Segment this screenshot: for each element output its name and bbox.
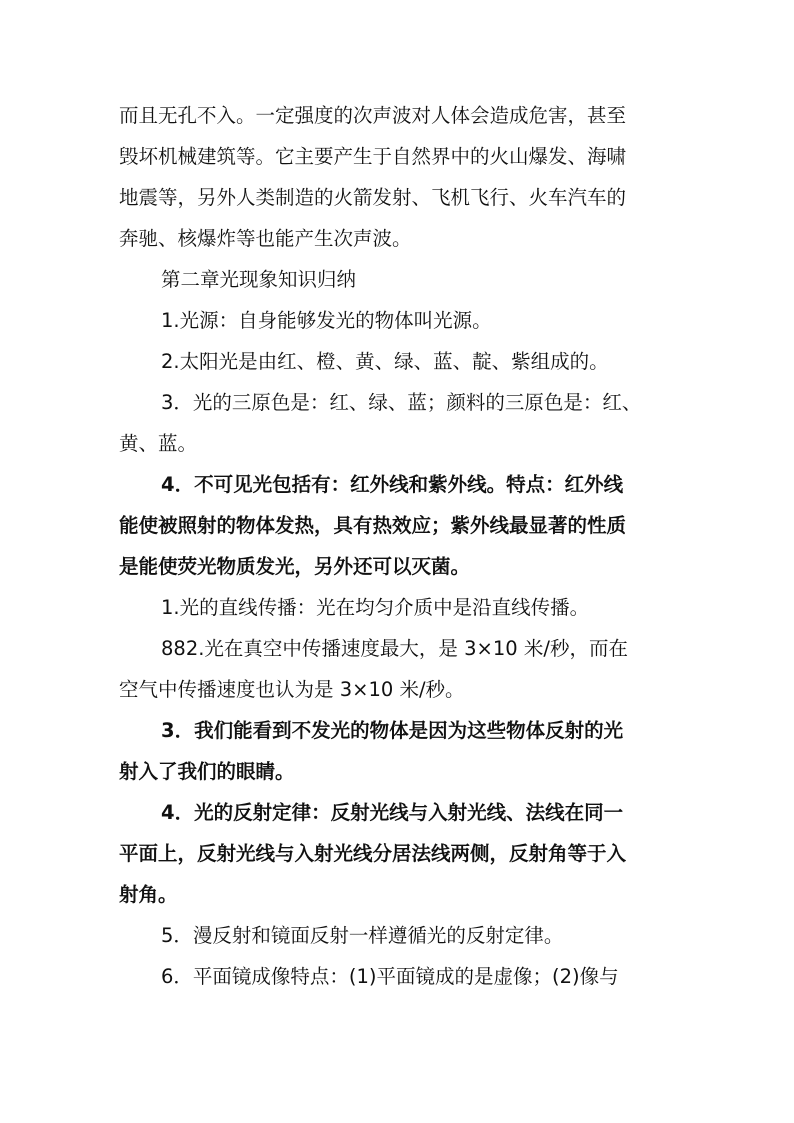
- paragraph-line: 地震等，另外人类制造的火箭发射、飞机飞行、火车汽车的: [119, 186, 627, 209]
- paragraph-line: 射角。: [119, 883, 178, 906]
- paragraph-line: 3．光的三原色是：红、绿、蓝；颜料的三原色是：红、: [161, 391, 642, 414]
- paragraph-line: 毁坏机械建筑等。它主要产生于自然界中的火山爆发、海啸: [119, 145, 627, 168]
- paragraph-line: 而且无孔不入。一定强度的次声波对人体会造成危害，甚至: [119, 104, 627, 127]
- paragraph-line: 1.光源：自身能够发光的物体叫光源。: [161, 309, 492, 332]
- paragraph-line: 4．光的反射定律：反射光线与入射光线、法线在同一: [161, 801, 624, 824]
- paragraph-line: 3．我们能看到不发光的物体是因为这些物体反射的光: [161, 719, 624, 742]
- paragraph-line: 5．漫反射和镜面反射一样遵循光的反射定律。: [161, 924, 564, 947]
- paragraph-line: 2.太阳光是由红、橙、黄、绿、蓝、靛、紫组成的。: [161, 350, 609, 373]
- paragraph-line: 4．不可见光包括有：红外线和紫外线。特点：红外线: [161, 473, 624, 496]
- paragraph-line: 射入了我们的眼睛。: [119, 760, 295, 783]
- paragraph-line: 882.光在真空中传播速度最大，是 3×10 米/秒，而在: [161, 637, 628, 660]
- paragraph-line: 是能使荧光物质发光，另外还可以灭菌。: [119, 555, 471, 578]
- paragraph-line: 1.光的直线传播：光在均匀介质中是沿直线传播。: [161, 596, 590, 619]
- document-body: [119, 95, 679, 997]
- paragraph-line: 6．平面镜成像特点：(1)平面镜成的是虚像；(2)像与: [161, 965, 619, 988]
- paragraph-line: 黄、蓝。: [119, 432, 198, 455]
- paragraph-line: 平面上，反射光线与入射光线分居法线两侧，反射角等于入: [119, 842, 627, 865]
- paragraph-line: 奔驰、核爆炸等也能产生次声波。: [119, 227, 412, 250]
- paragraph-line: 能使被照射的物体发热，具有热效应；紫外线最显著的性质: [119, 514, 627, 537]
- paragraph-line: 空气中传播速度也认为是 3×10 米/秒。: [119, 678, 465, 701]
- chapter-heading: 第二章光现象知识归纳: [161, 268, 357, 291]
